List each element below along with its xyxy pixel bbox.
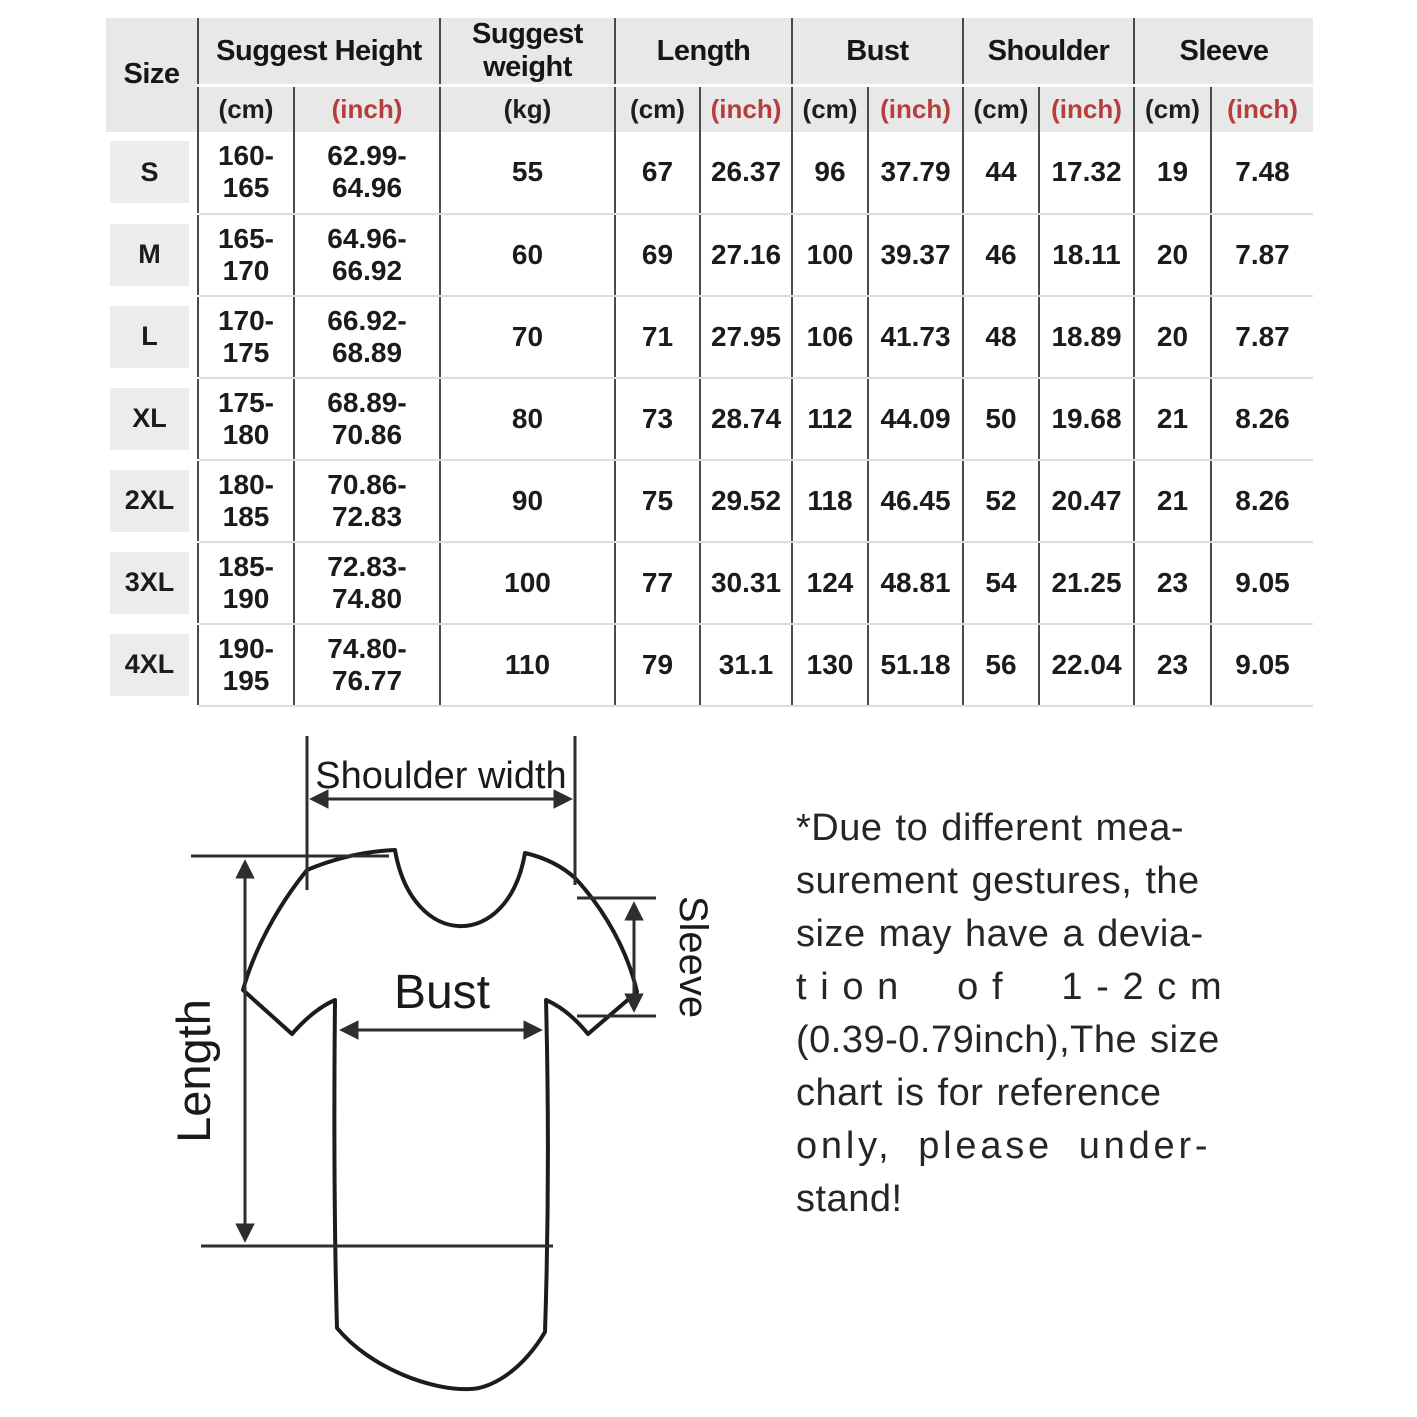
unit-length-inch: (inch) xyxy=(700,86,792,132)
size-label: L xyxy=(106,296,198,378)
cell: 112 xyxy=(792,378,868,460)
cell: 20 xyxy=(1134,296,1211,378)
cell: 9.05 xyxy=(1211,542,1313,624)
cell: 17.32 xyxy=(1039,132,1134,214)
cell: 96 xyxy=(792,132,868,214)
length-label: Length xyxy=(167,999,220,1143)
size-table xyxy=(106,18,1313,707)
cell: 19.68 xyxy=(1039,378,1134,460)
unit-bust-inch: (inch) xyxy=(868,86,963,132)
note-line: size may have a devia- xyxy=(796,913,1204,955)
cell: 18.89 xyxy=(1039,296,1134,378)
size-label: XL xyxy=(106,378,198,460)
cell: 67 xyxy=(615,132,700,214)
cell: 74.80-76.77 xyxy=(294,624,440,706)
cell: 71 xyxy=(615,296,700,378)
header-shoulder: Shoulder xyxy=(963,18,1134,86)
cell: 44.09 xyxy=(868,378,963,460)
cell: 70.86-72.83 xyxy=(294,460,440,542)
cell: 41.73 xyxy=(868,296,963,378)
cell: 22.04 xyxy=(1039,624,1134,706)
cell: 50 xyxy=(963,378,1039,460)
cell: 7.87 xyxy=(1211,214,1313,296)
cell: 90 xyxy=(440,460,615,542)
cell: 100 xyxy=(792,214,868,296)
note-line: surement gestures, the xyxy=(796,860,1200,902)
unit-sleeve-cm: (cm) xyxy=(1134,86,1211,132)
table-row-l xyxy=(106,296,1313,378)
header-length: Length xyxy=(615,18,792,86)
cell: 73 xyxy=(615,378,700,460)
cell: 21 xyxy=(1134,460,1211,542)
cell: 124 xyxy=(792,542,868,624)
cell: 31.1 xyxy=(700,624,792,706)
header-suggest-weight: Suggest weight xyxy=(440,18,615,86)
cell: 39.37 xyxy=(868,214,963,296)
cell: 106 xyxy=(792,296,868,378)
cell: 130 xyxy=(792,624,868,706)
note-line: *Due to different mea- xyxy=(796,807,1185,849)
size-label: 4XL xyxy=(106,624,198,706)
table-row-2xl xyxy=(106,460,1313,542)
cell: 8.26 xyxy=(1211,378,1313,460)
table-row-s xyxy=(106,132,1313,214)
cell: 28.74 xyxy=(700,378,792,460)
cell: 37.79 xyxy=(868,132,963,214)
unit-shoulder-cm: (cm) xyxy=(963,86,1039,132)
cell: 180-185 xyxy=(198,460,294,542)
cell: 66.92-68.89 xyxy=(294,296,440,378)
table-row-4xl xyxy=(106,624,1313,706)
sleeve-label: Sleeve xyxy=(671,895,715,1019)
cell: 29.52 xyxy=(700,460,792,542)
header-sleeve: Sleeve xyxy=(1134,18,1313,86)
cell: 27.16 xyxy=(700,214,792,296)
cell: 9.05 xyxy=(1211,624,1313,706)
table-header-unit-row xyxy=(106,86,1313,132)
size-label: M xyxy=(106,214,198,296)
cell: 160-165 xyxy=(198,132,294,214)
cell: 20.47 xyxy=(1039,460,1134,542)
cell: 56 xyxy=(963,624,1039,706)
cell: 21 xyxy=(1134,378,1211,460)
cell: 72.83-74.80 xyxy=(294,542,440,624)
unit-height-cm: (cm) xyxy=(198,86,294,132)
cell: 75 xyxy=(615,460,700,542)
size-label: 3XL xyxy=(106,542,198,624)
cell: 54 xyxy=(963,542,1039,624)
cell: 18.11 xyxy=(1039,214,1134,296)
cell: 51.18 xyxy=(868,624,963,706)
cell: 185-190 xyxy=(198,542,294,624)
cell: 77 xyxy=(615,542,700,624)
cell: 62.99-64.96 xyxy=(294,132,440,214)
table-row-xl xyxy=(106,378,1313,460)
cell: 23 xyxy=(1134,624,1211,706)
cell: 21.25 xyxy=(1039,542,1134,624)
cell: 68.89-70.86 xyxy=(294,378,440,460)
table-header-group-row xyxy=(106,18,1313,86)
shoulder-width-label: Shoulder width xyxy=(315,755,567,797)
note-line: tion of 1-2cm xyxy=(796,966,1236,1008)
cell: 19 xyxy=(1134,132,1211,214)
header-bust: Bust xyxy=(792,18,963,86)
unit-bust-cm: (cm) xyxy=(792,86,868,132)
cell: 110 xyxy=(440,624,615,706)
table-row-m xyxy=(106,214,1313,296)
header-size: Size xyxy=(106,18,198,132)
size-label: 2XL xyxy=(106,460,198,542)
note-line: stand! xyxy=(796,1178,903,1220)
cell: 118 xyxy=(792,460,868,542)
cell: 48 xyxy=(963,296,1039,378)
tshirt-outline xyxy=(243,850,637,1389)
bust-label: Bust xyxy=(393,966,491,1019)
note-line: chart is for reference xyxy=(796,1072,1162,1114)
unit-shoulder-inch: (inch) xyxy=(1039,86,1134,132)
cell: 80 xyxy=(440,378,615,460)
unit-height-inch: (inch) xyxy=(294,86,440,132)
cell: 79 xyxy=(615,624,700,706)
header-suggest-height: Suggest Height xyxy=(198,18,440,86)
cell: 20 xyxy=(1134,214,1211,296)
cell: 7.48 xyxy=(1211,132,1313,214)
cell: 100 xyxy=(440,542,615,624)
cell: 27.95 xyxy=(700,296,792,378)
cell: 44 xyxy=(963,132,1039,214)
cell: 26.37 xyxy=(700,132,792,214)
cell: 175-180 xyxy=(198,378,294,460)
tshirt-measurement-diagram xyxy=(140,700,800,1400)
table-row-3xl xyxy=(106,542,1313,624)
cell: 46.45 xyxy=(868,460,963,542)
cell: 190-195 xyxy=(198,624,294,706)
cell: 46 xyxy=(963,214,1039,296)
note-line: only, please under- xyxy=(796,1125,1212,1167)
cell: 69 xyxy=(615,214,700,296)
cell: 170-175 xyxy=(198,296,294,378)
cell: 30.31 xyxy=(700,542,792,624)
unit-weight-kg: (kg) xyxy=(440,86,615,132)
unit-sleeve-inch: (inch) xyxy=(1211,86,1313,132)
cell: 60 xyxy=(440,214,615,296)
tshirt-diagram-svg xyxy=(140,700,800,1400)
cell: 64.96-66.92 xyxy=(294,214,440,296)
cell: 8.26 xyxy=(1211,460,1313,542)
cell: 52 xyxy=(963,460,1039,542)
cell: 7.87 xyxy=(1211,296,1313,378)
note-line: (0.39-0.79inch),The size xyxy=(796,1019,1220,1061)
measurement-disclaimer-note xyxy=(796,802,1256,1226)
cell: 70 xyxy=(440,296,615,378)
unit-length-cm: (cm) xyxy=(615,86,700,132)
cell: 23 xyxy=(1134,542,1211,624)
cell: 165-170 xyxy=(198,214,294,296)
cell: 48.81 xyxy=(868,542,963,624)
cell: 55 xyxy=(440,132,615,214)
size-label: S xyxy=(106,132,198,214)
